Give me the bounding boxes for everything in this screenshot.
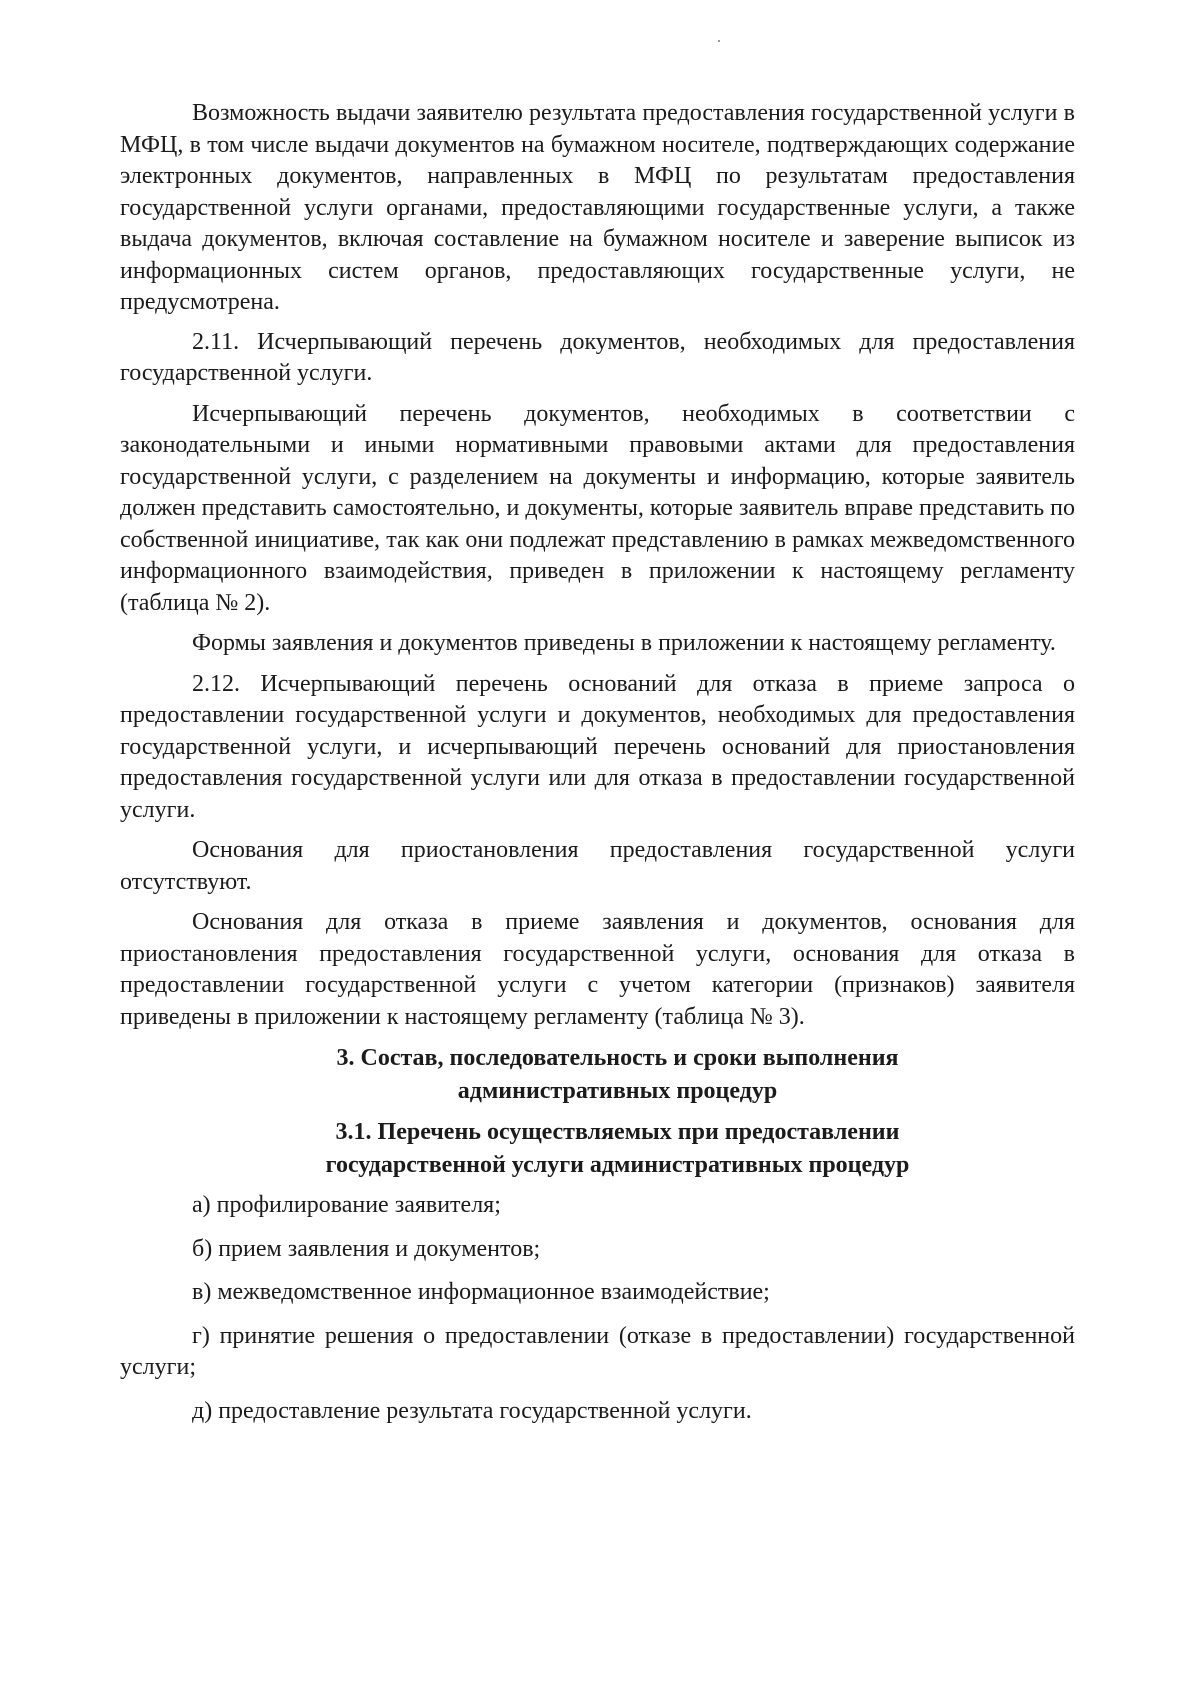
procedure-item: а) профилирование заявителя; — [192, 1192, 501, 1218]
paragraph-refusal-grounds: Основания для отказа в приеме заявления и документов, основания для приостановления предоставления государственной услуги, основания для отказа в предоставлении государственной услуги с учетом категории (признаков) заявителя приведены в приложении к настоящему регламенту (таблица № 3). — [120, 909, 1075, 1030]
section-3-heading-line2: административных процедур — [457, 1078, 778, 1104]
paragraph-forms: Формы заявления и документов приведены в приложении к настоящему регламенту. — [192, 630, 1056, 656]
document-body — [120, 98, 1075, 1439]
paragraph-mfc-result: Возможность выдачи заявителю результата предоставления государственной услуги в МФЦ, в том числе выдачи документов на бумажном носителе, подтверждающих содержание электронных документов, направленных в МФЦ по результатам предоставления государственной услуги органами, предоставляющими государственные услуги, а также выдача документов, включая составление на бумажном носителе и заверение выписок из информационных систем органов, предоставляющих государственные услуги, не предусмотрена. — [120, 100, 1075, 315]
paragraph-2-12-title: 2.12. Исчерпывающий перечень оснований для отказа в приеме запроса о предоставлении государственной услуги и документов, необходимых для предоставления государственной услуги, и исчерпывающий перечень оснований для приостановления предоставления государственной услуги или для отказа в предоставлении государственной услуги. — [120, 670, 1075, 823]
procedure-item: в) межведомственное информационное взаимодействие; — [192, 1279, 770, 1305]
section-3-1-heading-line1: 3.1. Перечень осуществляемых при предоставлении — [335, 1119, 900, 1145]
paragraph-2-11-title: 2.11. Исчерпывающий перечень документов, необходимых для предоставления государственной услуги. — [120, 328, 1075, 386]
paragraph-suspension-grounds: Основания для приостановления предоставления государственной услуги отсутствуют. — [120, 837, 1075, 895]
section-3-heading — [120, 1042, 1075, 1108]
procedure-item: г) принятие решения о предоставлении (отказе в предоставлении) государственной услуги; — [120, 1322, 1075, 1380]
paragraph-documents-list: Исчерпывающий перечень документов, необходимых в соответствии с законодательными и иными нормативными правовыми актами для предоставления государственной услуги, с разделением на документы и информацию, которые заявитель должен представить самостоятельно, и документы, которые заявитель вправе представить по собственной инициативе, так как они подлежат представлению в рамках межведомственного информационного взаимодействия, приведен в приложении к настоящему регламенту (таблица № 2). — [120, 400, 1075, 616]
procedure-item: б) прием заявления и документов; — [192, 1235, 541, 1262]
section-3-1-heading — [120, 1116, 1075, 1182]
section-3-1-heading-line2: государственной услуги административных процедур — [325, 1152, 910, 1178]
procedure-item: д) предоставление результата государственной услуги. — [192, 1397, 752, 1424]
scan-speck — [718, 40, 720, 42]
section-3-heading-line1: 3. Состав, последовательность и сроки выполнения — [336, 1045, 899, 1071]
